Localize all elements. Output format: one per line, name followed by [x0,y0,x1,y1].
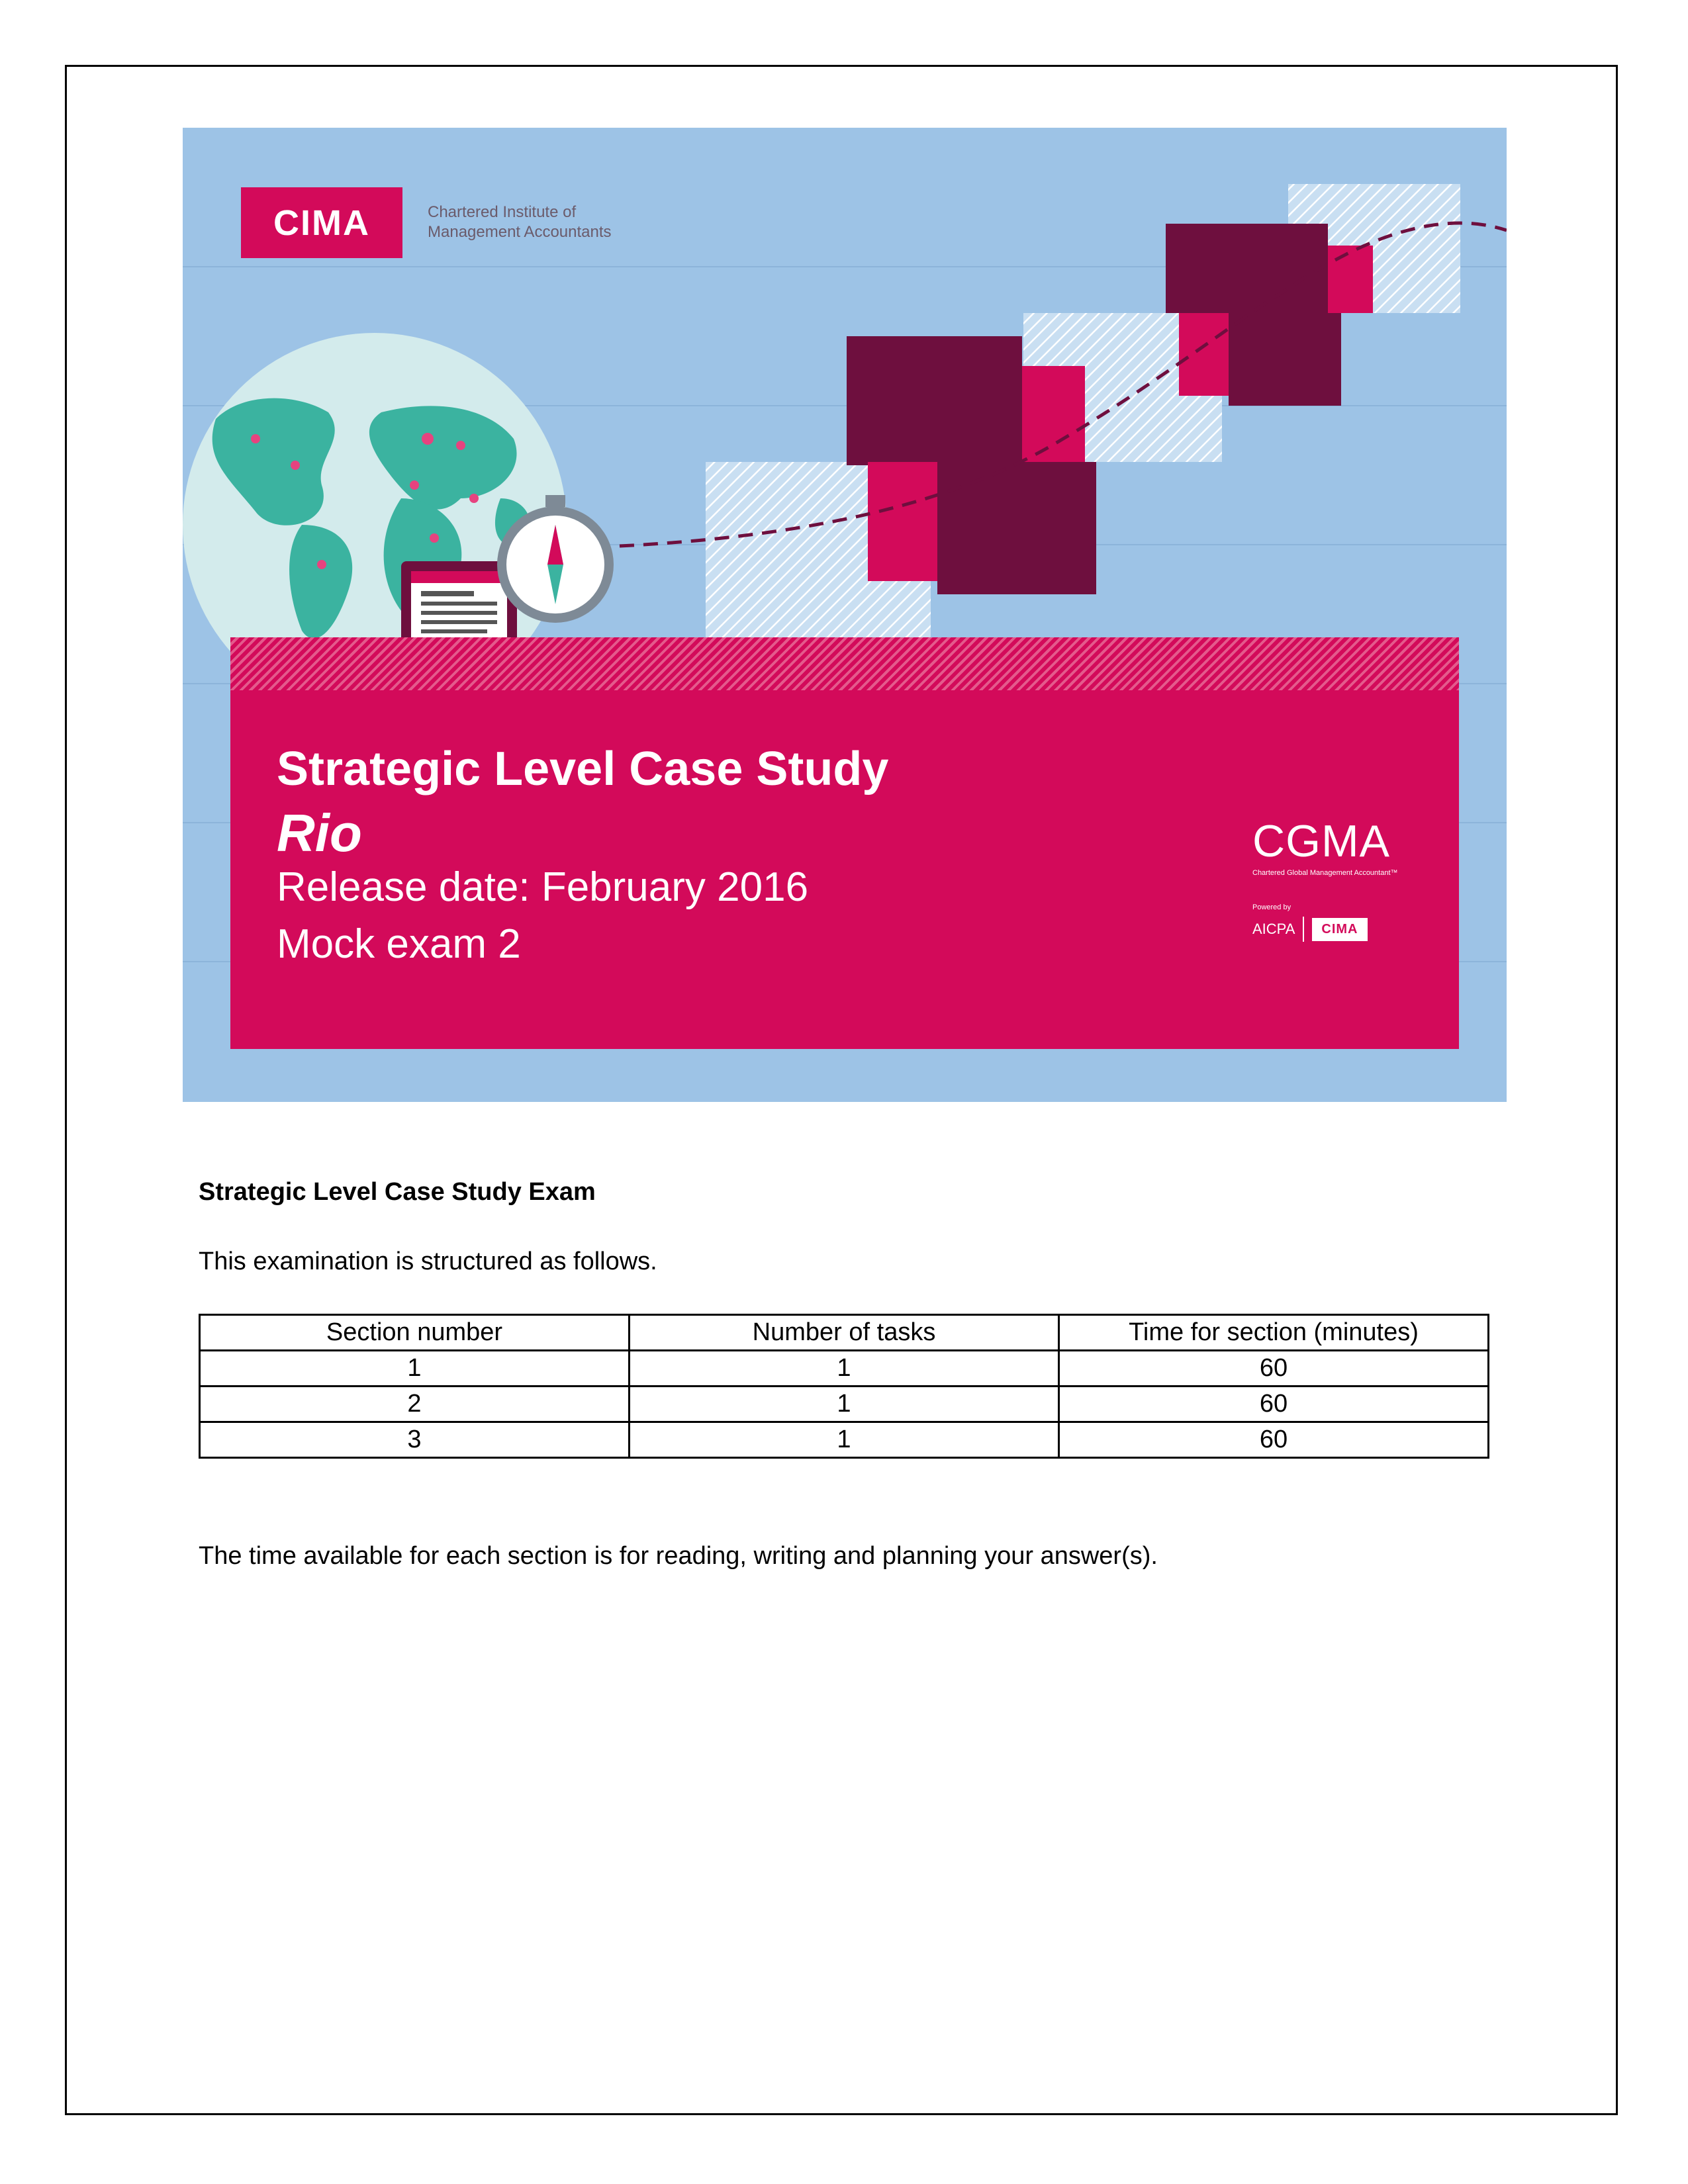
institute-name [428,203,612,242]
table-row [200,1351,1489,1387]
aicpa-logo: AICPA [1252,921,1295,937]
cell-tasks: 1 [630,1351,1059,1387]
release-date: Release date: February 2016 [277,864,809,910]
sections-table [199,1314,1489,1459]
cover-title: Strategic Level Case Study [277,743,889,796]
cima-logo: CIMA [241,187,402,258]
footnote-text: The time available for each section is for reading, writing and planning your answer(s). [199,1542,1158,1570]
plum-block [1166,224,1328,313]
intro-text: This examination is structured as follows. [199,1248,657,1275]
cell-time: 60 [1059,1387,1489,1422]
cell-time: 60 [1059,1351,1489,1387]
cell-tasks: 1 [630,1422,1059,1458]
magenta-block [868,462,941,581]
cgma-wordmark: CGMA [1252,816,1390,866]
magenta-block [1328,246,1373,313]
table-row [200,1387,1489,1422]
banner-hatch [230,637,1459,690]
partner-divider [1303,917,1304,942]
header-time-for-section: Time for section (minutes) [1059,1315,1489,1351]
cell-section: 3 [200,1422,630,1458]
institute-line-1: Chartered Institute of [428,203,577,221]
cover-image [183,128,1507,1102]
header-section-number: Section number [200,1315,630,1351]
cell-section: 2 [200,1387,630,1422]
cell-time: 60 [1059,1422,1489,1458]
magenta-block [1179,313,1229,396]
plum-block [1229,313,1341,406]
table-header-row [200,1315,1489,1351]
table-row [200,1422,1489,1458]
plum-block [937,462,1096,594]
cima-mini-logo: CIMA [1312,918,1367,941]
cell-section: 1 [200,1351,630,1387]
magenta-block [1022,366,1085,465]
plum-block [847,336,1022,465]
cell-tasks: 1 [630,1387,1059,1422]
cgma-logo [1252,817,1431,942]
exam-heading: Strategic Level Case Study Exam [199,1178,596,1206]
partner-logos [1252,917,1431,942]
mock-exam-label: Mock exam 2 [277,921,521,967]
case-name: Rio [277,803,362,862]
powered-by: Powered by [1252,903,1291,911]
title-banner [230,637,1459,1049]
cgma-tagline: Chartered Global Management Accountant™ [1252,869,1398,877]
institute-line-2: Management Accountants [428,223,612,241]
header-number-of-tasks: Number of tasks [630,1315,1059,1351]
